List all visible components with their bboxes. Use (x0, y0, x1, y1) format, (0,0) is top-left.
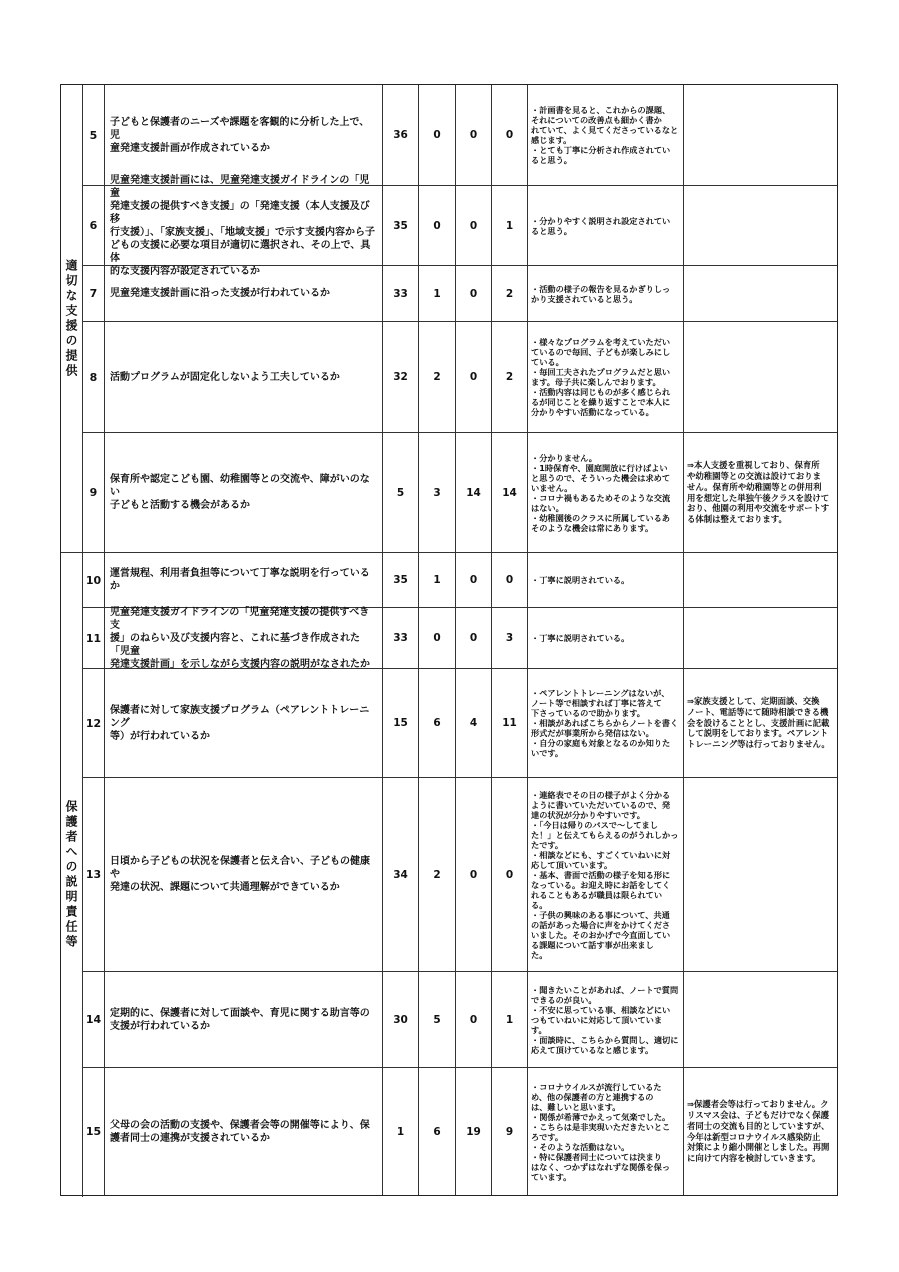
count-no: 0 (456, 608, 492, 669)
question-text: 保育所や認定こども園、幼稚園等との交流や、障がいのない 子どもと活動する機会があるか (105, 433, 383, 553)
count-yes: 35 (383, 186, 419, 266)
parent-comments: ・コロナウイルスが流行しているた め、他の保護者の方と連携するの は、難しいと思います。 ・関係が希薄でかえって気楽でした。 ・こちらは是非実現いただきたいとこ ろです。 ・そのような活動はない。 ・特に保護者同士については決まり はなく、つかずはなれずな関係を保っ ています。 (528, 1068, 684, 1195)
facility-response (684, 608, 837, 669)
facility-response (684, 266, 837, 322)
row-number: 10 (83, 553, 105, 608)
row-number: 14 (83, 972, 105, 1068)
row-number: 11 (83, 608, 105, 669)
count-no: 0 (456, 553, 492, 608)
count-no: 0 (456, 85, 492, 186)
count-hard: 2 (419, 778, 456, 972)
row-number: 13 (83, 778, 105, 972)
facility-response (684, 322, 837, 433)
count-unknown: 0 (492, 85, 528, 186)
count-unknown: 2 (492, 266, 528, 322)
category-label: 保護者への説明責任等 (64, 800, 78, 950)
facility-response (684, 186, 837, 266)
count-hard: 0 (419, 608, 456, 669)
facility-response (684, 85, 837, 186)
count-unknown: 3 (492, 608, 528, 669)
row-number: 12 (83, 669, 105, 778)
parent-comments: ・連絡表でその日の様子がよく分かる ように書いていただいているので、発 達の状況が分かりやすいです。 ・「今日は帰りのバスで～してまし た！」と伝えてもらえるのがうれしかっ たです。 ・相談などにも、すごくていねいに対 応して頂いています。 ・基本、書面で活動の様子を知る形に なっている。お迎え時にお話をしてく れることもあるが職員は限られてい る。 ・子供の興味のある事について、共通 の話があった場合に声をかけてくださ いました。そのおかげで今直面してい る課題について話す事が出来まし た。 (528, 778, 684, 972)
count-hard: 5 (419, 972, 456, 1068)
count-yes: 34 (383, 778, 419, 972)
parent-comments: ・分かりやすく説明され設定されてい ると思う。 (528, 186, 684, 266)
question-text: 保護者に対して家族支援プログラム（ペアレントトレーニング 等）が行われているか (105, 669, 383, 778)
count-no: 0 (456, 266, 492, 322)
count-hard: 3 (419, 433, 456, 553)
facility-response: ⇒本人支援を重視しており、保育所 や幼稚園等との交流は設けておりま せん。保育所や幼稚園等との併用利 用を想定した単独午後クラスを設けて おり、他園の利用や交流をサポートす る体制は整えております。 (684, 433, 837, 553)
count-no: 19 (456, 1068, 492, 1195)
parent-comments: ・分かりません。 ・1時保育や、園庭開放に行けばよい と思うので、そういった機会は求めて いません。 ・コロナ禍もあるためそのような交流 はない。 ・幼稚園後のクラスに所属しているあ そのような機会は常にあります。 (528, 433, 684, 553)
row-number: 6 (83, 186, 105, 266)
count-no: 0 (456, 186, 492, 266)
count-no: 0 (456, 322, 492, 433)
question-text: 運営規程、利用者負担等について丁寧な説明を行っている か (105, 553, 383, 608)
facility-response (684, 972, 837, 1068)
question-text: 活動プログラムが固定化しないよう工夫しているか (105, 322, 383, 433)
facility-response: ⇒保護者会等は行っておりません。ク リスマス会は、子どもだけでなく保護 者同士の交流も目的としていますが、 今年は新型コロナウイルス感染防止 対策により縮小開催としました。再開 に向けて内容を検討していきます。 (687, 1098, 830, 1164)
count-hard: 6 (419, 669, 456, 778)
parent-comments: ・ペアレントトレーニングはないが、 ノート等で相談すれば丁寧に答えて 下さっているので助かります。 ・相談があればこちらからノートを書く 形式だが事業所から発信はない。 ・自分の家庭も対象となるのか知りた いです。 (528, 669, 684, 778)
parent-comments: ・様々なプログラムを考えていただい ているので毎回、子どもが楽しみにし ている。 ・毎回工夫されたプログラムだと思い ます。母子共に楽しんでおります。 ・活動内容は同じものが多く感じられ るが同じことを繰り返すことで本人に 分かりやすい活動になっている。 (528, 322, 684, 433)
count-no: 4 (456, 669, 492, 778)
count-hard: 2 (419, 322, 456, 433)
facility-response (684, 553, 837, 608)
facility-response: ⇒家族支援として、定期面談、交換 ノート、電話等にて随時相談できる機 会を設けることとし、支援計画に記載 して説明をしております。ペアレント トレーニング等は行っておりません。 (684, 669, 837, 778)
category-label: 適切な支援の提供 (64, 258, 78, 379)
count-yes: 30 (383, 972, 419, 1068)
count-hard: 1 (419, 553, 456, 608)
count-unknown: 2 (492, 322, 528, 433)
row-number: 9 (83, 433, 105, 553)
question-text: 定期的に、保護者に対して面談や、育児に関する助言等の 支援が行われているか (105, 972, 383, 1068)
question-text: 子どもと保護者のニーズや課題を客観的に分析した上で、児 童発達支援計画が作成されているか (105, 85, 383, 186)
count-no: 0 (456, 972, 492, 1068)
category-cell (61, 553, 83, 1197)
count-unknown: 9 (492, 1068, 528, 1195)
row-number: 15 (83, 1068, 105, 1195)
count-no: 0 (456, 778, 492, 972)
count-unknown: 0 (492, 778, 528, 972)
question-text: 日頃から子どもの状況を保護者と伝え合い、子どもの健康や 発達の状況、課題について共通理解ができているか (105, 778, 383, 972)
count-yes: 36 (383, 85, 419, 186)
count-unknown: 11 (492, 669, 528, 778)
count-yes: 32 (383, 322, 419, 433)
category-cell (61, 85, 83, 553)
count-hard: 6 (419, 1068, 456, 1195)
question-text: 児童発達支援ガイドラインの「児童発達支援の提供すべき支 援」のねらい及び支援内容と、これに基づき作成された「児童 発達支援計画」を示しながら支援内容の説明がなされたか (105, 608, 383, 669)
row-number: 5 (83, 85, 105, 186)
count-yes: 33 (383, 266, 419, 322)
count-yes: 33 (383, 608, 419, 669)
row-number: 8 (83, 322, 105, 433)
count-unknown: 1 (492, 186, 528, 266)
count-unknown: 0 (492, 553, 528, 608)
count-hard: 1 (419, 266, 456, 322)
parent-comments: ・丁寧に説明されている。 (528, 608, 684, 669)
question-text: 児童発達支援計画に沿った支援が行われているか (105, 266, 383, 322)
parent-comments: ・活動の様子の報告を見るかぎりしっ かり支援されていると思う。 (528, 266, 684, 322)
count-yes: 15 (383, 669, 419, 778)
question-text: 児童発達支援計画には、児童発達支援ガイドラインの「児童 発達支援の提供すべき支援」の「発達支援（本人支援及び移 行支援）」、「家族支援」、「地域支援」で示す支援内容から子 どもの支援に必要な項目が適切に選択され、その上で、具体 的な支援内容が設定されているか (105, 186, 383, 266)
count-yes: 5 (383, 433, 419, 553)
count-unknown: 14 (492, 433, 528, 553)
facility-response (684, 778, 837, 972)
count-hard: 0 (419, 85, 456, 186)
parent-comments: ・計画書を見ると、これからの課題、 それについての改善点も細かく書か れていて、よく見てくださっているなと 感じます。 ・とても丁寧に分析され作成されてい ると思う。 (528, 85, 684, 186)
count-yes: 35 (383, 553, 419, 608)
row-number: 7 (83, 266, 105, 322)
count-no: 14 (456, 433, 492, 553)
parent-comments: ・丁寧に説明されている。 (528, 553, 684, 608)
question-text: 父母の会の活動の支援や、保護者会等の開催等により、保 護者同士の連携が支援されているか (105, 1068, 383, 1195)
parent-comments: ・聞きたいことがあれば、ノートで質問 できるのが良い。 ・不安に思っている事、相談などにい つもていねいに対応して頂いていま す。 ・面談時に、こちらから質問し、適切に 応えて頂けているなと感じます。 (528, 972, 684, 1068)
count-hard: 0 (419, 186, 456, 266)
count-unknown: 1 (492, 972, 528, 1068)
evaluation-table (60, 84, 838, 1196)
count-yes: 1 (383, 1068, 419, 1195)
